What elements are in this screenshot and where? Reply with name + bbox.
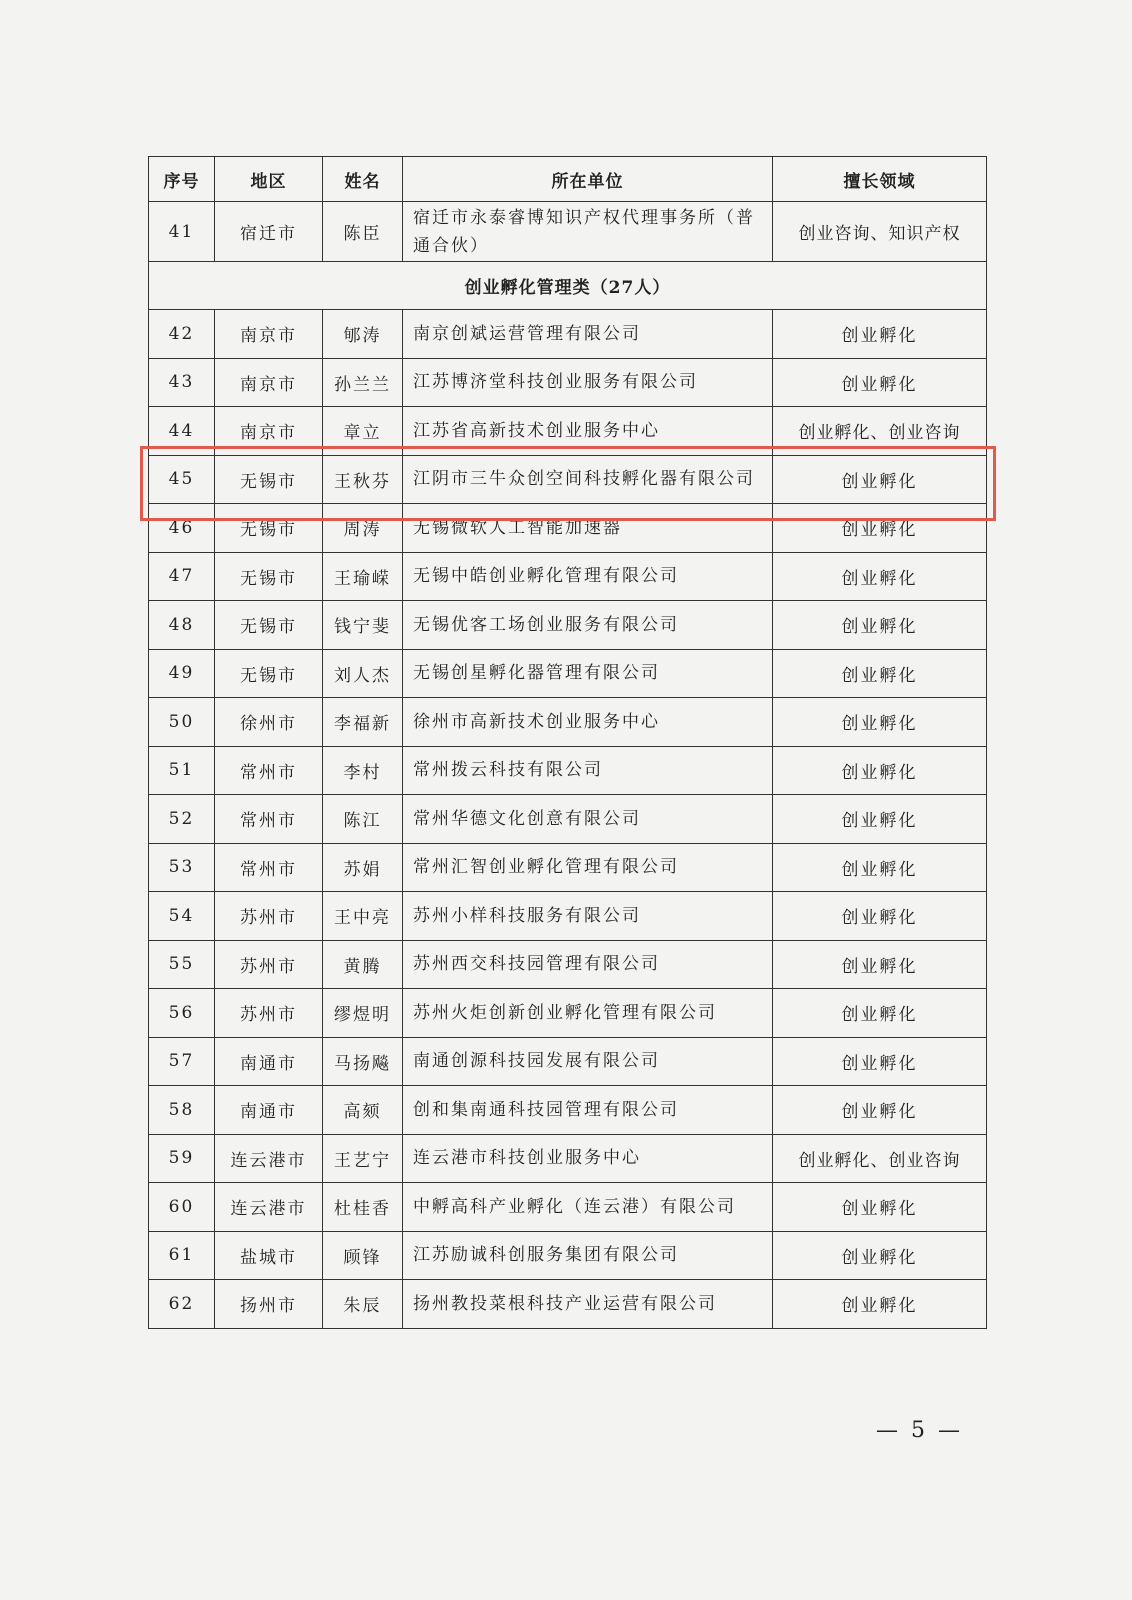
cell-name: 黄腾 — [323, 940, 403, 989]
cell-region: 南通市 — [215, 1037, 323, 1086]
cell-name: 郇涛 — [323, 310, 403, 359]
cell-field: 创业孵化 — [773, 940, 987, 989]
cell-region: 常州市 — [215, 795, 323, 844]
header-unit: 所在单位 — [403, 157, 773, 202]
cell-field: 创业孵化 — [773, 795, 987, 844]
cell-region: 无锡市 — [215, 649, 323, 698]
cell-region: 无锡市 — [215, 601, 323, 650]
cell-unit: 常州拨云科技有限公司 — [403, 746, 773, 795]
cell-name: 刘人杰 — [323, 649, 403, 698]
page-number: — 5 — — [876, 1418, 963, 1443]
cell-seq: 61 — [149, 1231, 215, 1280]
table-row — [149, 1231, 987, 1280]
table-row — [149, 1086, 987, 1135]
cell-unit: 无锡优客工场创业服务有限公司 — [403, 601, 773, 650]
cell-name: 孙兰兰 — [323, 358, 403, 407]
table-row — [149, 649, 987, 698]
cell-field: 创业咨询、知识产权 — [773, 202, 987, 262]
cell-field: 创业孵化 — [773, 1231, 987, 1280]
cell-unit: 苏州火炬创新创业孵化管理有限公司 — [403, 989, 773, 1038]
cell-region: 常州市 — [215, 746, 323, 795]
cell-field: 创业孵化 — [773, 989, 987, 1038]
cell-unit: 连云港市科技创业服务中心 — [403, 1134, 773, 1183]
cell-field: 创业孵化 — [773, 310, 987, 359]
cell-field: 创业孵化 — [773, 1086, 987, 1135]
cell-name: 朱辰 — [323, 1280, 403, 1329]
cell-region: 常州市 — [215, 843, 323, 892]
table-row — [149, 892, 987, 941]
cell-unit: 江阴市三牛众创空间科技孵化器有限公司 — [403, 455, 773, 504]
table-row — [149, 1183, 987, 1232]
cell-field: 创业孵化 — [773, 358, 987, 407]
cell-seq: 51 — [149, 746, 215, 795]
cell-seq: 46 — [149, 504, 215, 553]
cell-field: 创业孵化 — [773, 843, 987, 892]
cell-region: 苏州市 — [215, 989, 323, 1038]
cell-unit: 江苏励诚科创服务集团有限公司 — [403, 1231, 773, 1280]
cell-region: 苏州市 — [215, 940, 323, 989]
cell-name: 马扬飚 — [323, 1037, 403, 1086]
table-row — [149, 989, 987, 1038]
cell-field: 创业孵化 — [773, 1280, 987, 1329]
cell-field: 创业孵化 — [773, 601, 987, 650]
cell-seq: 42 — [149, 310, 215, 359]
table-row — [149, 504, 987, 553]
cell-field: 创业孵化、创业咨询 — [773, 1134, 987, 1183]
cell-unit: 无锡微软人工智能加速器 — [403, 504, 773, 553]
cell-seq: 47 — [149, 552, 215, 601]
cell-name: 钱宁斐 — [323, 601, 403, 650]
cell-seq: 50 — [149, 698, 215, 747]
cell-name: 章立 — [323, 407, 403, 456]
cell-seq: 58 — [149, 1086, 215, 1135]
cell-seq: 48 — [149, 601, 215, 650]
cell-unit: 江苏省高新技术创业服务中心 — [403, 407, 773, 456]
table-row — [149, 795, 987, 844]
cell-seq: 62 — [149, 1280, 215, 1329]
cell-unit: 苏州西交科技园管理有限公司 — [403, 940, 773, 989]
table-row — [149, 1037, 987, 1086]
cell-region: 无锡市 — [215, 455, 323, 504]
cell-name: 高颏 — [323, 1086, 403, 1135]
cell-seq: 45 — [149, 455, 215, 504]
cell-unit: 南京创斌运营管理有限公司 — [403, 310, 773, 359]
cell-region: 苏州市 — [215, 892, 323, 941]
cell-unit: 无锡中皓创业孵化管理有限公司 — [403, 552, 773, 601]
cell-region: 无锡市 — [215, 552, 323, 601]
cell-name: 王瑜嵘 — [323, 552, 403, 601]
cell-region: 南京市 — [215, 407, 323, 456]
cell-region: 扬州市 — [215, 1280, 323, 1329]
cell-region: 盐城市 — [215, 1231, 323, 1280]
header-name: 姓名 — [323, 157, 403, 202]
cell-name: 杜桂香 — [323, 1183, 403, 1232]
cell-name: 缪煜明 — [323, 989, 403, 1038]
cell-seq: 54 — [149, 892, 215, 941]
cell-seq: 60 — [149, 1183, 215, 1232]
header-seq: 序号 — [149, 157, 215, 202]
cell-region: 南通市 — [215, 1086, 323, 1135]
table-row — [149, 552, 987, 601]
cell-region: 宿迁市 — [215, 202, 323, 262]
cell-field: 创业孵化 — [773, 504, 987, 553]
cell-region: 徐州市 — [215, 698, 323, 747]
cell-unit: 创和集南通科技园管理有限公司 — [403, 1086, 773, 1135]
cell-unit: 常州汇智创业孵化管理有限公司 — [403, 843, 773, 892]
cell-field: 创业孵化 — [773, 455, 987, 504]
cell-unit: 宿迁市永泰睿博知识产权代理事务所（普通合伙） — [403, 202, 773, 262]
cell-unit: 扬州教投菜根科技产业运营有限公司 — [403, 1280, 773, 1329]
section-header-row — [149, 262, 987, 310]
cell-field: 创业孵化、创业咨询 — [773, 407, 987, 456]
cell-field: 创业孵化 — [773, 1037, 987, 1086]
section-title: 创业孵化管理类（27人） — [149, 262, 987, 310]
cell-field: 创业孵化 — [773, 698, 987, 747]
cell-seq: 59 — [149, 1134, 215, 1183]
cell-seq: 43 — [149, 358, 215, 407]
cell-region: 连云港市 — [215, 1183, 323, 1232]
cell-region: 南京市 — [215, 358, 323, 407]
expert-roster-table — [148, 156, 987, 1329]
cell-name: 苏娟 — [323, 843, 403, 892]
cell-unit: 南通创源科技园发展有限公司 — [403, 1037, 773, 1086]
cell-seq: 52 — [149, 795, 215, 844]
cell-seq: 55 — [149, 940, 215, 989]
table-row — [149, 940, 987, 989]
cell-name: 王秋芬 — [323, 455, 403, 504]
header-region: 地区 — [215, 157, 323, 202]
cell-name: 李福新 — [323, 698, 403, 747]
cell-field: 创业孵化 — [773, 746, 987, 795]
cell-unit: 无锡创星孵化器管理有限公司 — [403, 649, 773, 698]
table-row — [149, 1280, 987, 1329]
cell-seq: 41 — [149, 202, 215, 262]
cell-unit: 苏州小样科技服务有限公司 — [403, 892, 773, 941]
header-field: 擅长领域 — [773, 157, 987, 202]
cell-field: 创业孵化 — [773, 892, 987, 941]
table-row — [149, 601, 987, 650]
cell-field: 创业孵化 — [773, 649, 987, 698]
cell-name: 陈江 — [323, 795, 403, 844]
table-row — [149, 358, 987, 407]
table-row — [149, 407, 987, 456]
table-row — [149, 310, 987, 359]
cell-seq: 56 — [149, 989, 215, 1038]
cell-seq: 49 — [149, 649, 215, 698]
cell-region: 连云港市 — [215, 1134, 323, 1183]
table-row — [149, 698, 987, 747]
cell-unit: 徐州市高新技术创业服务中心 — [403, 698, 773, 747]
cell-name: 周涛 — [323, 504, 403, 553]
table-row — [149, 1134, 987, 1183]
table-row — [149, 843, 987, 892]
cell-region: 无锡市 — [215, 504, 323, 553]
cell-unit: 中孵高科产业孵化（连云港）有限公司 — [403, 1183, 773, 1232]
cell-field: 创业孵化 — [773, 1183, 987, 1232]
header-row — [149, 157, 987, 202]
cell-name: 李村 — [323, 746, 403, 795]
cell-unit: 江苏博济堂科技创业服务有限公司 — [403, 358, 773, 407]
cell-seq: 53 — [149, 843, 215, 892]
cell-region: 南京市 — [215, 310, 323, 359]
table-row — [149, 202, 987, 262]
cell-field: 创业孵化 — [773, 552, 987, 601]
table-row — [149, 455, 987, 504]
table-row — [149, 746, 987, 795]
cell-name: 陈臣 — [323, 202, 403, 262]
cell-seq: 44 — [149, 407, 215, 456]
cell-unit: 常州华德文化创意有限公司 — [403, 795, 773, 844]
cell-name: 王艺宁 — [323, 1134, 403, 1183]
cell-seq: 57 — [149, 1037, 215, 1086]
cell-name: 顾锋 — [323, 1231, 403, 1280]
cell-name: 王中亮 — [323, 892, 403, 941]
